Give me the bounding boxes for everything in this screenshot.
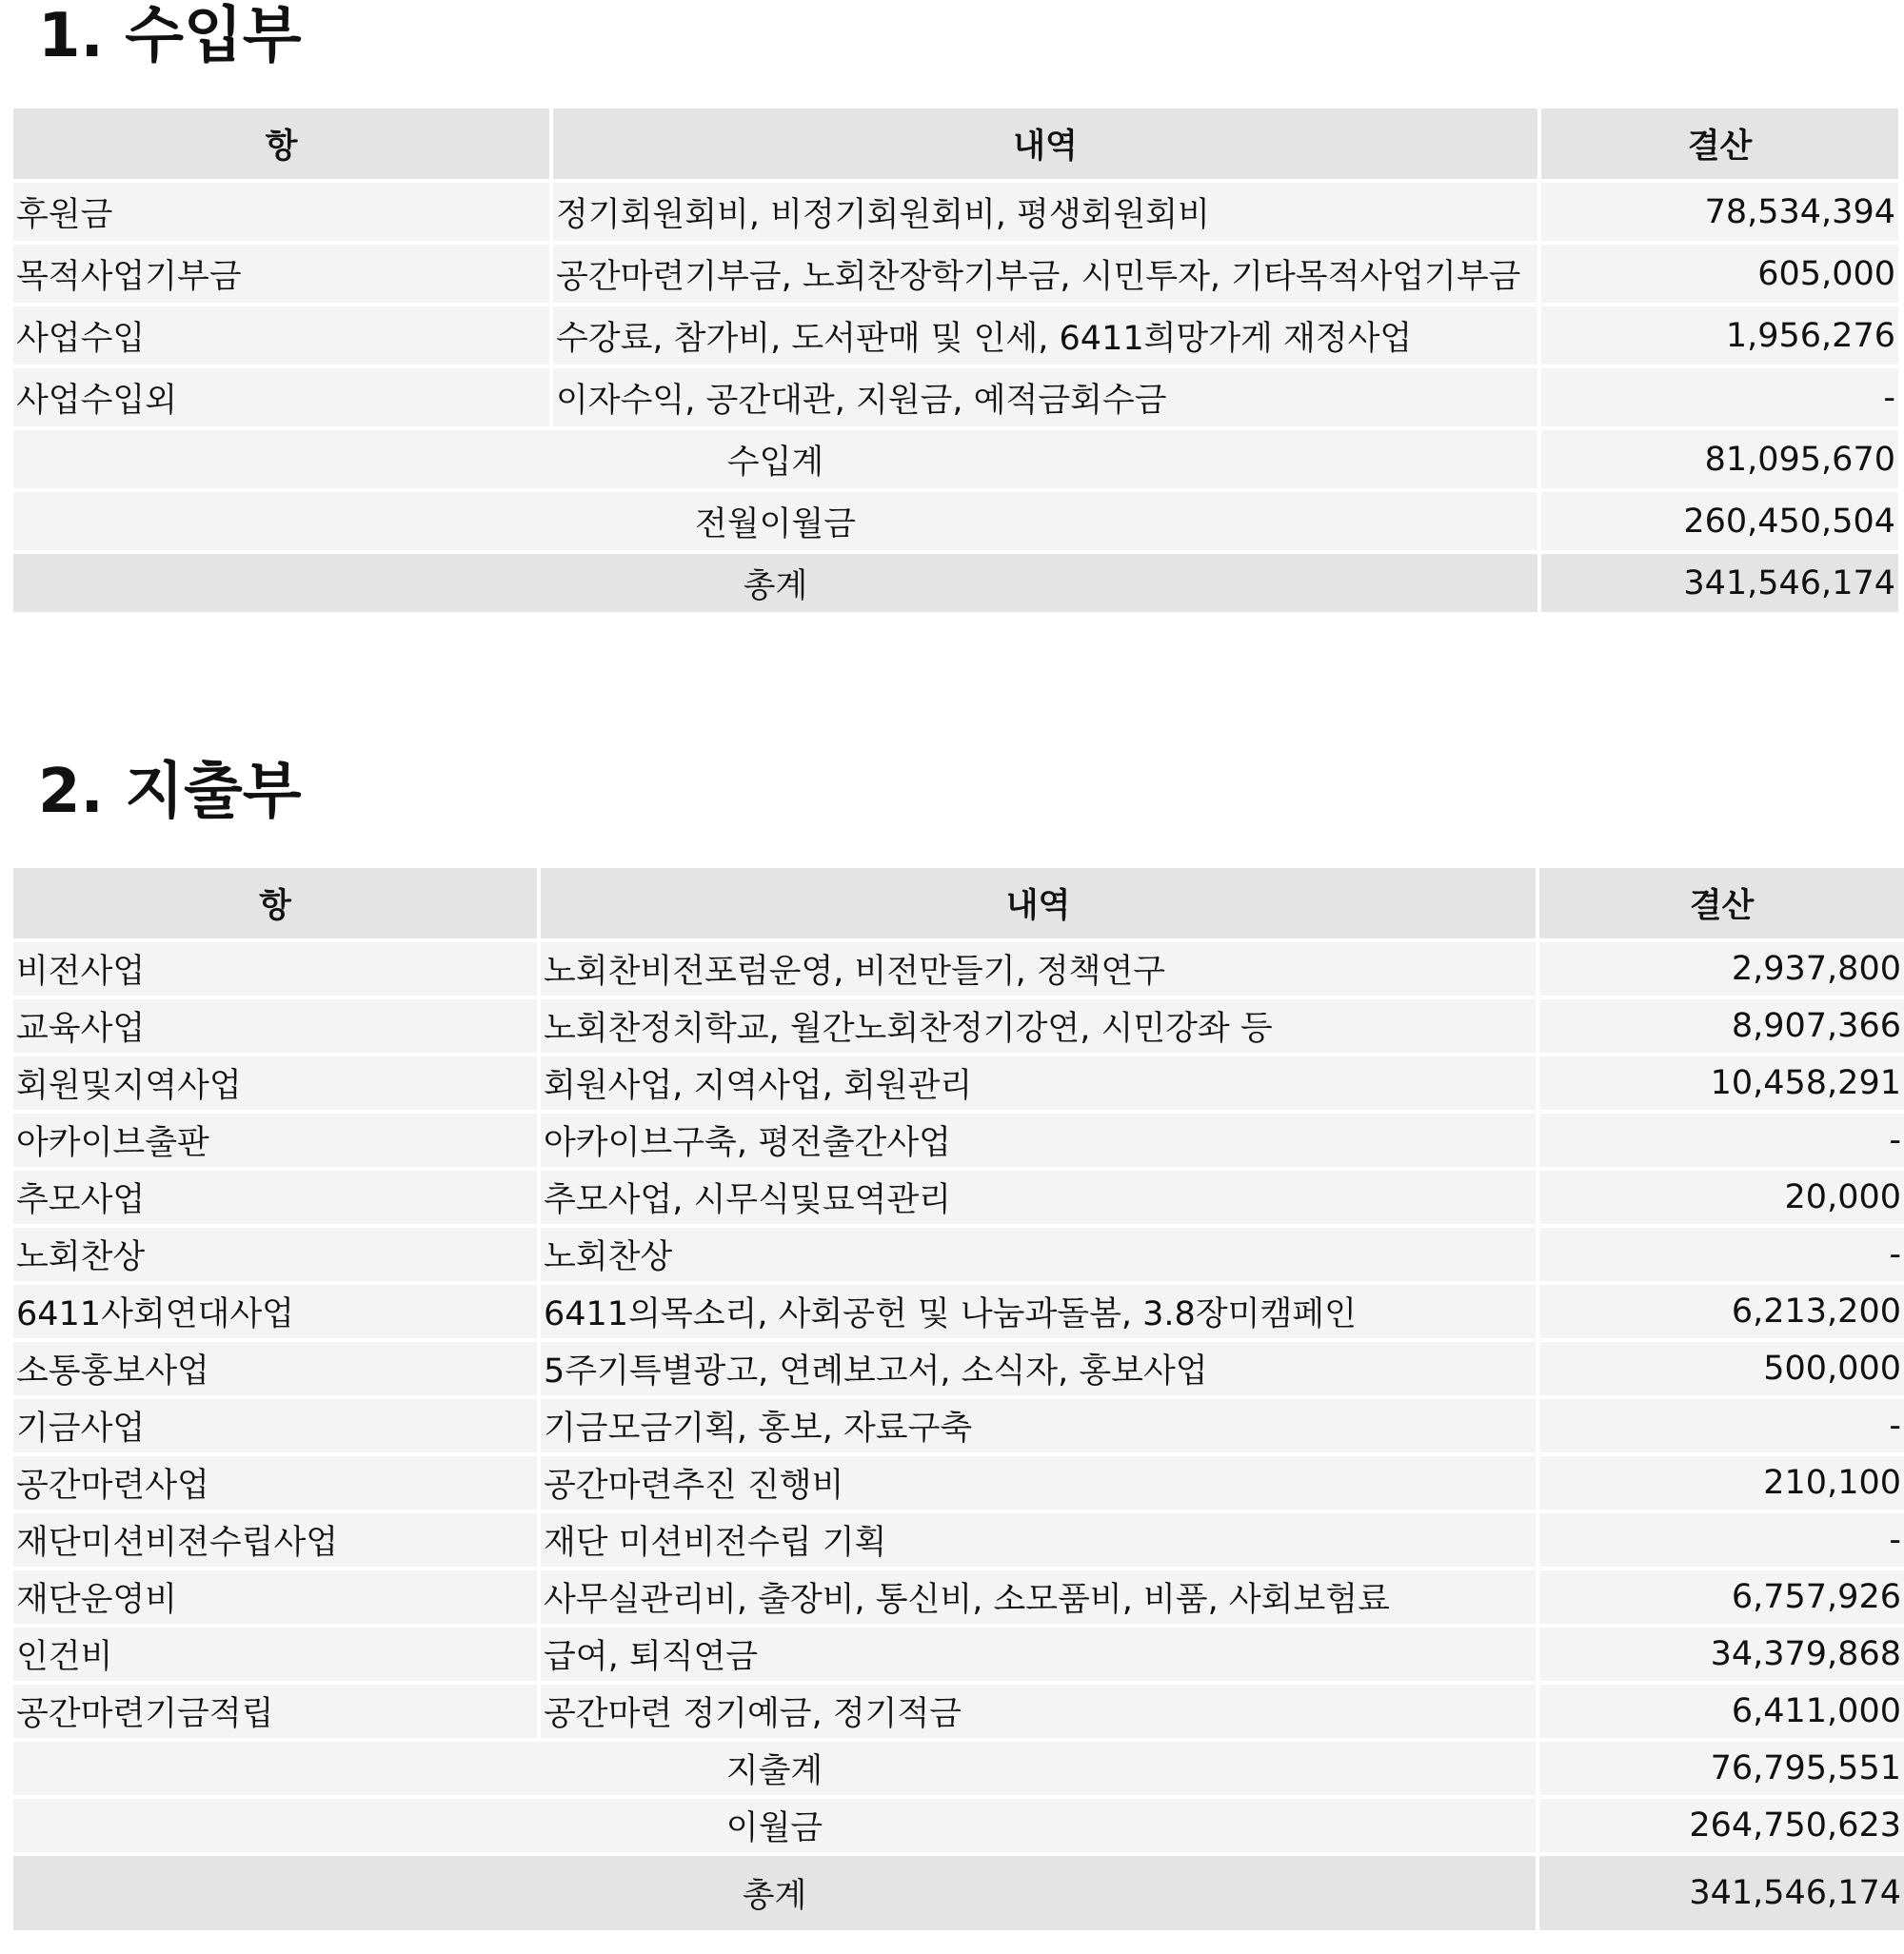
row-amount: 6,757,926 — [1539, 1570, 1904, 1624]
row-detail: 6411의목소리, 사회공헌 및 나눔과돌봄, 3.8장미캠페인 — [541, 1285, 1536, 1338]
table-header-row — [13, 868, 1904, 938]
header-item: 항 — [13, 868, 537, 938]
row-item: 기금사업 — [13, 1399, 537, 1452]
row-amount: - — [1539, 1399, 1904, 1452]
subtotal-label: 지출계 — [13, 1742, 1536, 1795]
table-row — [13, 942, 1904, 996]
table-row — [13, 1171, 1904, 1224]
header-item: 항 — [13, 109, 549, 179]
row-item: 후원금 — [13, 183, 549, 241]
row-amount: 210,100 — [1539, 1456, 1904, 1510]
header-amount: 결산 — [1539, 868, 1904, 938]
total-label: 총계 — [13, 554, 1537, 612]
row-item: 아카이브출판 — [13, 1114, 537, 1167]
carryover-amount: 264,750,623 — [1539, 1799, 1904, 1852]
row-detail: 기금모금기획, 홍보, 자료구축 — [541, 1399, 1536, 1452]
row-item: 사업수입 — [13, 306, 549, 365]
row-amount: 2,937,800 — [1539, 942, 1904, 996]
row-amount: 34,379,868 — [1539, 1628, 1904, 1681]
total-amount: 341,546,174 — [1541, 554, 1898, 612]
row-item: 공간마련사업 — [13, 1456, 537, 1510]
income-table — [10, 105, 1902, 616]
table-header-row — [13, 109, 1898, 179]
row-amount: 20,000 — [1539, 1171, 1904, 1224]
income-section-title: 1. 수입부 — [38, 1, 302, 71]
row-item: 추모사업 — [13, 1171, 537, 1224]
subtotal-label: 수입계 — [13, 430, 1537, 488]
subtotal-amount: 76,795,551 — [1539, 1742, 1904, 1795]
row-item: 사업수입외 — [13, 368, 549, 426]
row-detail: 노회찬상 — [541, 1228, 1536, 1281]
table-row — [13, 245, 1898, 303]
row-detail: 아카이브구축, 평전출간사업 — [541, 1114, 1536, 1167]
table-row — [13, 368, 1898, 426]
row-amount: 8,907,366 — [1539, 999, 1904, 1053]
row-item: 인건비 — [13, 1628, 537, 1681]
total-label: 총계 — [13, 1856, 1536, 1930]
row-amount: 1,956,276 — [1541, 306, 1898, 365]
row-item: 회원및지역사업 — [13, 1056, 537, 1110]
row-amount: - — [1541, 368, 1898, 426]
table-row — [13, 1570, 1904, 1624]
total-row — [13, 554, 1898, 612]
row-amount: - — [1539, 1228, 1904, 1281]
table-row — [13, 306, 1898, 365]
row-detail: 추모사업, 시무식및묘역관리 — [541, 1171, 1536, 1224]
carryover-amount: 260,450,504 — [1541, 492, 1898, 550]
subtotal-row — [13, 1742, 1904, 1795]
row-detail: 재단 미션비전수립 기획 — [541, 1513, 1536, 1567]
table-row — [13, 1513, 1904, 1567]
row-detail: 공간마련 정기예금, 정기적금 — [541, 1685, 1536, 1738]
row-item: 교육사업 — [13, 999, 537, 1053]
row-amount: 6,411,000 — [1539, 1685, 1904, 1738]
row-amount: - — [1539, 1513, 1904, 1567]
row-detail: 공간마련추진 진행비 — [541, 1456, 1536, 1510]
row-detail: 회원사업, 지역사업, 회원관리 — [541, 1056, 1536, 1110]
row-amount: 605,000 — [1541, 245, 1898, 303]
row-detail: 5주기특별광고, 연례보고서, 소식자, 홍보사업 — [541, 1342, 1536, 1395]
header-amount: 결산 — [1541, 109, 1898, 179]
row-amount: 500,000 — [1539, 1342, 1904, 1395]
row-item: 재단운영비 — [13, 1570, 537, 1624]
table-row — [13, 1342, 1904, 1395]
table-row — [13, 1228, 1904, 1281]
row-detail: 사무실관리비, 출장비, 통신비, 소모품비, 비품, 사회보험료 — [541, 1570, 1536, 1624]
carryover-label: 전월이월금 — [13, 492, 1537, 550]
total-amount: 341,546,174 — [1539, 1856, 1904, 1930]
table-row — [13, 999, 1904, 1053]
row-detail: 급여, 퇴직연금 — [541, 1628, 1536, 1681]
carryover-row — [13, 492, 1898, 550]
row-amount: 6,213,200 — [1539, 1285, 1904, 1338]
table-row — [13, 1114, 1904, 1167]
table-row — [13, 1056, 1904, 1110]
row-detail: 노회찬비전포럼운영, 비전만들기, 정책연구 — [541, 942, 1536, 996]
row-detail: 정기회원회비, 비정기회원회비, 평생회원회비 — [553, 183, 1537, 241]
row-item: 소통홍보사업 — [13, 1342, 537, 1395]
table-row — [13, 1628, 1904, 1681]
row-amount: 10,458,291 — [1539, 1056, 1904, 1110]
carryover-row — [13, 1799, 1904, 1852]
row-amount: 78,534,394 — [1541, 183, 1898, 241]
total-row — [13, 1856, 1904, 1930]
subtotal-row — [13, 430, 1898, 488]
carryover-label: 이월금 — [13, 1799, 1536, 1852]
row-detail: 수강료, 참가비, 도서판매 및 인세, 6411희망가게 재정사업 — [553, 306, 1537, 365]
row-detail: 노회찬정치학교, 월간노회찬정기강연, 시민강좌 등 — [541, 999, 1536, 1053]
row-detail: 공간마련기부금, 노회찬장학기부금, 시민투자, 기타목적사업기부금 — [553, 245, 1537, 303]
table-row — [13, 183, 1898, 241]
table-row — [13, 1456, 1904, 1510]
row-item: 재단미션비젼수립사업 — [13, 1513, 537, 1567]
row-item: 6411사회연대사업 — [13, 1285, 537, 1338]
expense-table — [10, 864, 1904, 1934]
header-detail: 내역 — [553, 109, 1537, 179]
expense-section-title: 2. 지출부 — [38, 757, 302, 827]
subtotal-amount: 81,095,670 — [1541, 430, 1898, 488]
row-detail: 이자수익, 공간대관, 지원금, 예적금회수금 — [553, 368, 1537, 426]
table-row — [13, 1399, 1904, 1452]
table-row — [13, 1685, 1904, 1738]
row-item: 노회찬상 — [13, 1228, 537, 1281]
row-amount: - — [1539, 1114, 1904, 1167]
row-item: 목적사업기부금 — [13, 245, 549, 303]
row-item: 공간마련기금적립 — [13, 1685, 537, 1738]
header-detail: 내역 — [541, 868, 1536, 938]
row-item: 비전사업 — [13, 942, 537, 996]
table-row — [13, 1285, 1904, 1338]
